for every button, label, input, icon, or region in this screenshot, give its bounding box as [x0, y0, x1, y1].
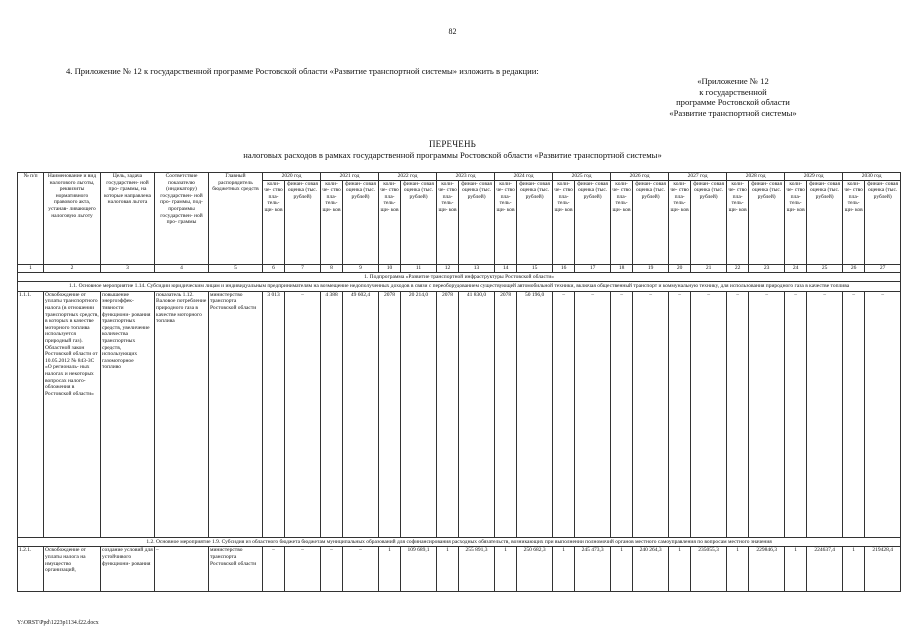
cell-value: 1 [437, 547, 459, 592]
page-number: 82 [448, 27, 457, 36]
header-row [18, 173, 901, 181]
column-number-row [18, 264, 901, 272]
header-year: 2024 год [495, 173, 553, 181]
cell-value: 250 682,3 [517, 547, 553, 592]
cell-goal: повышение энергоэффек- тивности функциони- рования транспортных средств, увеличение количества транспортных средств, использующих газомоторное топливо [101, 291, 155, 537]
cell-value: 1 [495, 547, 517, 592]
table-row [18, 547, 901, 592]
cell-value: 2078 [379, 291, 401, 537]
column-number: 6 [263, 264, 285, 272]
cell-value: 229846,3 [749, 547, 785, 592]
header-count: коли- че- ство пла- тель- щи- ков [495, 180, 517, 264]
column-number: 4 [155, 264, 209, 272]
cell-value: – [727, 291, 749, 537]
column-number: 23 [749, 264, 785, 272]
column-number: 18 [611, 264, 633, 272]
header-finance: финан- совая оценка (тыс. рублей) [749, 180, 785, 264]
appendix-line: к государственной [699, 86, 767, 97]
cell-value: – [669, 291, 691, 537]
table-row [18, 291, 901, 537]
column-number: 19 [633, 264, 669, 272]
tax-expenditure-table [17, 172, 901, 592]
cell-value: 224637,4 [807, 547, 843, 592]
header-count: коли- че- ство пла- тель- щи- ков [321, 180, 343, 264]
cell-value: 219428,4 [865, 547, 901, 592]
cell-value: 49 602,4 [343, 291, 379, 537]
file-path-footer: Y:\ORST\Ppd\1223p1134.f22.docx [17, 620, 99, 626]
column-number: 8 [321, 264, 343, 272]
header-count: коли- че- ство пла- тель- щи- ков [553, 180, 575, 264]
cell-value: – [285, 547, 321, 592]
column-number: 5 [209, 264, 263, 272]
cell-value: – [807, 291, 843, 537]
appendix-line: «Развитие транспортной системы» [669, 107, 797, 118]
cell-value: 1 [843, 547, 865, 592]
column-number: 9 [343, 264, 379, 272]
cell-value: – [553, 291, 575, 537]
cell-value: 4 388 [321, 291, 343, 537]
table-header [18, 173, 901, 265]
column-number: 16 [553, 264, 575, 272]
cell-value: 20 214,0 [401, 291, 437, 537]
cell-value: 3 013 [263, 291, 285, 537]
header-finance: финан- совая оценка (тыс. рублей) [575, 180, 611, 264]
document-title: ПЕРЕЧЕНЬ [428, 139, 477, 149]
header-year: 2023 год [437, 173, 495, 181]
header-year: 2028 год [727, 173, 785, 181]
cell-indicator: показатель 1.12. Валовое потребление природного газа в качестве моторного топлива [155, 291, 209, 537]
appendix-line: программе Ростовской области [676, 97, 790, 108]
header-finance: финан- совая оценка (тыс. рублей) [691, 180, 727, 264]
header-indicator: Соответствие показателю (индикатору) государствен- ной про- граммы, под- программы государствен- ной про- граммы [155, 173, 209, 265]
appendix-reference [613, 76, 853, 118]
header-finance: финан- совая оценка (тыс. рублей) [285, 180, 321, 264]
subprogram-row-text: 1. Подпрограмма «Развитие транспортной инфраструктуры Ростовской области» [18, 272, 901, 282]
measure-row-text: 1.2. Основное мероприятие 1.9. Субсидия из областного бюджета бюджетам муниципальных образований для софинансирования расходных обязательств, возникающих при выполнении полномочий органов местного самоуправления по вопросам местного значения [18, 537, 901, 547]
cell-value: 245 473,3 [575, 547, 611, 592]
header-count: коли- че- ство пла- тель- щи- ков [263, 180, 285, 264]
cell-manager: министерство транспорта Ростовской области [209, 547, 263, 592]
header-name: Наименование и вид налогового льготы, реквизиты нормативного правового акта, устанав- ливающего налоговую льготу [44, 173, 101, 265]
header-goal: Цель, задача государствен- ной про- граммы, на которые направлена налоговая льгота [101, 173, 155, 265]
column-number: 27 [865, 264, 901, 272]
column-number: 25 [807, 264, 843, 272]
column-number: 11 [401, 264, 437, 272]
header-count: коли- че- ство пла- тель- щи- ков [785, 180, 807, 264]
measure-row-text: 1.1. Основное мероприятие 1.14. Субсидии юридическим лицам и индивидуальным предпринимателям на возмещение недополученных доходов в связи с переоборудованием существующей автомобильной техники, включая общественный транспорт и коммунальную технику, для использования природного газа в качестве топлива [18, 282, 901, 292]
cell-value: 50 196,0 [517, 291, 553, 537]
cell-value: 109 689,1 [401, 547, 437, 592]
header-count: коли- че- ство пла- тель- щи- ков [669, 180, 691, 264]
header-count: коли- че- ство пла- тель- щи- ков [727, 180, 749, 264]
cell-indicator: – [155, 547, 209, 592]
header-year: 2026 год [611, 173, 669, 181]
header-year: 2030 год [843, 173, 901, 181]
column-number: 2 [44, 264, 101, 272]
cell-value: – [749, 291, 785, 537]
header-count: коли- че- ство пла- тель- щи- ков [843, 180, 865, 264]
cell-value: – [843, 291, 865, 537]
column-number: 14 [495, 264, 517, 272]
table-body [18, 264, 901, 592]
measure-row [18, 537, 901, 547]
cell-name: Освобождение от уплаты транспортного налога (в отношении транспортных средств, в которых в качестве моторного топлива используется природный газ). Областной закон Ростовской области от 10.05.2012 № 843-ЗС «О региональ- ных налогах и некоторых вопросах налого- обложения в Ростовской области» [44, 291, 101, 537]
column-number: 3 [101, 264, 155, 272]
document-subtitle: налоговых расходов в рамках государственной программы Ростовской области «Развитие транспортной системы» [243, 150, 662, 160]
measure-row [18, 282, 901, 292]
header-count: коли- че- ство пла- тель- щи- ков [437, 180, 459, 264]
column-number: 20 [669, 264, 691, 272]
cell-name: Освобождение от уплаты налога на имущество организаций, [44, 547, 101, 592]
subprogram-row [18, 272, 901, 282]
column-number: 13 [459, 264, 495, 272]
cell-value: – [285, 291, 321, 537]
header-year: 2027 год [669, 173, 727, 181]
column-number: 7 [285, 264, 321, 272]
header-year: 2021 год [321, 173, 379, 181]
cell-value: – [343, 547, 379, 592]
cell-value: – [321, 547, 343, 592]
header-year: 2020 год [263, 173, 321, 181]
header-year: 2022 год [379, 173, 437, 181]
cell-value: – [263, 547, 285, 592]
header-manager: Главный распорядитель бюджетных средств [209, 173, 263, 265]
header-finance: финан- совая оценка (тыс. рублей) [401, 180, 437, 264]
column-number: 22 [727, 264, 749, 272]
cell-value: – [865, 291, 901, 537]
cell-value: – [633, 291, 669, 537]
column-number: 17 [575, 264, 611, 272]
cell-value: 1 [553, 547, 575, 592]
cell-value: – [691, 291, 727, 537]
appendix-line: «Приложение № 12 [697, 76, 769, 86]
cell-value: 240 264,3 [633, 547, 669, 592]
cell-num: 1.1.1. [18, 291, 44, 537]
column-number: 24 [785, 264, 807, 272]
cell-value: 1 [379, 547, 401, 592]
column-number: 10 [379, 264, 401, 272]
intro-paragraph: 4. Приложение № 12 к государственной программе Ростовской области «Развитие транспортной системы» изложить в редакции: [66, 66, 539, 76]
cell-value: – [785, 291, 807, 537]
cell-value: – [575, 291, 611, 537]
cell-goal: создание условий для устойчивого функциони- рования [101, 547, 155, 592]
cell-value: 255 891,3 [459, 547, 495, 592]
header-count: коли- че- ство пла- тель- щи- ков [379, 180, 401, 264]
cell-value: 2078 [437, 291, 459, 537]
column-number: 21 [691, 264, 727, 272]
header-finance: финан- совая оценка (тыс. рублей) [517, 180, 553, 264]
header-finance: финан- совая оценка (тыс. рублей) [807, 180, 843, 264]
cell-manager: министерство транспорта Ростовской области [209, 291, 263, 537]
header-year: 2029 год [785, 173, 843, 181]
cell-num: 1.2.1. [18, 547, 44, 592]
header-count: коли- че- ство пла- тель- щи- ков [611, 180, 633, 264]
header-finance: финан- совая оценка (тыс. рублей) [865, 180, 901, 264]
column-number: 26 [843, 264, 865, 272]
column-number: 15 [517, 264, 553, 272]
cell-value: 235055,3 [691, 547, 727, 592]
header-finance: финан- совая оценка (тыс. рублей) [633, 180, 669, 264]
cell-value: 1 [727, 547, 749, 592]
cell-value: 41 830,0 [459, 291, 495, 537]
header-year: 2025 год [553, 173, 611, 181]
column-number: 1 [18, 264, 44, 272]
cell-value: 1 [669, 547, 691, 592]
cell-value: 2078 [495, 291, 517, 537]
cell-value: – [611, 291, 633, 537]
header-finance: финан- совая оценка (тыс. рублей) [459, 180, 495, 264]
header-finance: финан- совая оценка (тыс. рублей) [343, 180, 379, 264]
column-number: 12 [437, 264, 459, 272]
cell-value: 1 [611, 547, 633, 592]
cell-value: 1 [785, 547, 807, 592]
header-num: № п/п [18, 173, 44, 265]
